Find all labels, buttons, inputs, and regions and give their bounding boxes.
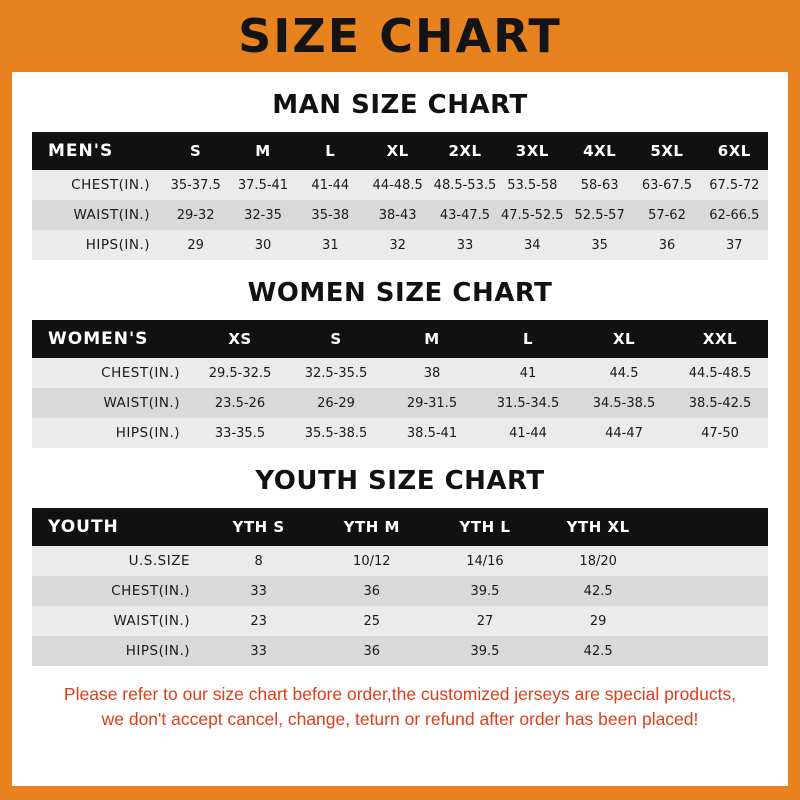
women-header-col-4: XL (612, 330, 636, 348)
table-header-row (32, 320, 768, 358)
women-size-table (32, 320, 768, 448)
man-row-1-cell-7: 57-62 (648, 207, 686, 223)
man-header-col-1: M (255, 142, 271, 160)
women-header-col-3: L (522, 330, 534, 348)
youth-header-col-4 (655, 508, 768, 546)
women-row-1-cell-1: 26-29 (317, 395, 355, 411)
youth-row-2-cell-2: 27 (476, 613, 494, 629)
section-title-man: MAN SIZE CHART (272, 90, 528, 120)
table-row (32, 230, 768, 260)
youth-row-2-cell-0: 23 (250, 613, 267, 629)
women-header-col-1: S (330, 330, 342, 348)
women-row-1-label: WAIST(IN.) (103, 395, 180, 411)
man-row-2-cell-6: 35 (591, 237, 608, 253)
youth-row-1-cell-2: 39.5 (470, 583, 500, 599)
table-row (32, 418, 768, 448)
man-row-0-cell-8: 67.5-72 (709, 177, 760, 193)
section-youth (12, 466, 788, 666)
youth-row-1-cell-0: 33 (250, 583, 267, 599)
table-row (32, 388, 768, 418)
women-row-2-cell-0: 33-35.5 (214, 425, 266, 441)
man-row-1-cell-2: 35-38 (311, 207, 350, 223)
man-row-2-cell-7: 36 (658, 237, 676, 253)
section-man (12, 90, 788, 260)
man-header-col-7: 5XL (650, 142, 684, 160)
youth-row-3-cell-3: 42.5 (583, 643, 613, 659)
youth-row-0-cell-4 (655, 546, 768, 576)
women-row-1-cell-3: 31.5-34.5 (496, 395, 560, 411)
table-row (32, 358, 768, 388)
youth-table-body (32, 546, 768, 666)
women-row-2-cell-5: 47-50 (701, 425, 739, 441)
youth-row-0-cell-1: 10/12 (353, 553, 391, 569)
table-row (32, 170, 768, 200)
youth-row-1-cell-1: 36 (363, 583, 381, 599)
women-header-rowlabel: WOMEN'S (48, 329, 149, 349)
table-header-row (32, 508, 768, 546)
man-row-2-label: HIPS(IN.) (85, 237, 150, 253)
man-row-1-cell-3: 38-43 (378, 207, 417, 223)
footer-note-line-2: we don't accept cancel, change, teturn or refund after order has been placed! (101, 709, 699, 730)
page-title: SIZE CHART (238, 9, 562, 63)
man-row-1-cell-5: 47.5-52.5 (501, 207, 564, 223)
youth-row-2-cell-1: 25 (363, 613, 381, 629)
table-row (32, 606, 768, 636)
youth-row-0-label: U.S.SIZE (128, 553, 190, 569)
man-row-0-cell-6: 58-63 (580, 177, 619, 193)
bottom-accent-band (0, 786, 800, 800)
man-header-rowlabel: MEN'S (48, 141, 114, 161)
youth-row-3-cell-1: 36 (363, 643, 381, 659)
women-header-col-5: XXL (702, 330, 738, 348)
table-row (32, 636, 768, 666)
women-row-0-cell-1: 32.5-35.5 (304, 365, 368, 381)
women-row-1-cell-2: 29-31.5 (406, 395, 458, 411)
man-header-col-6: 4XL (583, 142, 617, 160)
women-row-0-cell-4: 44.5 (609, 365, 639, 381)
table-row (32, 576, 768, 606)
women-row-1-cell-0: 23.5-26 (214, 395, 266, 411)
youth-header-col-1: YTH M (343, 518, 400, 536)
women-row-2-cell-3: 41-44 (509, 425, 547, 441)
man-table-header (32, 132, 768, 170)
man-header-col-8: 6XL (717, 142, 751, 160)
women-table-body (32, 358, 768, 448)
section-women (12, 278, 788, 448)
women-row-0-cell-3: 41 (519, 365, 537, 381)
youth-header-col-3: YTH XL (566, 518, 630, 536)
man-row-2-cell-4: 33 (456, 237, 474, 253)
youth-row-2-label: WAIST(IN.) (113, 613, 190, 629)
man-row-0-cell-2: 41-44 (311, 177, 350, 193)
women-table-header (32, 320, 768, 358)
youth-row-1-label: CHEST(IN.) (111, 583, 190, 599)
youth-row-3-cell-2: 39.5 (470, 643, 500, 659)
man-row-2-cell-2: 31 (322, 237, 339, 253)
man-row-0-cell-3: 44-48.5 (372, 177, 423, 193)
man-table-body (32, 170, 768, 260)
table-header-row (32, 132, 768, 170)
women-row-0-cell-5: 44.5-48.5 (688, 365, 752, 381)
man-row-1-cell-8: 62-66.5 (709, 207, 760, 223)
women-header-col-2: M (424, 330, 440, 348)
man-row-2-cell-1: 30 (254, 237, 272, 253)
man-row-2-cell-8: 37 (726, 237, 743, 253)
women-header-col-0: XS (228, 330, 252, 348)
man-row-1-cell-4: 43-47.5 (439, 207, 491, 223)
women-row-2-cell-2: 38.5-41 (406, 425, 458, 441)
header-band (0, 0, 800, 72)
youth-row-3-cell-0: 33 (250, 643, 267, 659)
man-row-0-cell-1: 37.5-41 (237, 177, 289, 193)
man-row-0-cell-4: 48.5-53.5 (433, 177, 497, 193)
women-row-1-cell-5: 38.5-42.5 (688, 395, 752, 411)
man-row-1-cell-6: 52.5-57 (574, 207, 625, 223)
youth-row-2-cell-4 (655, 606, 768, 636)
man-header-col-4: 2XL (448, 142, 482, 160)
man-header-col-0: S (190, 142, 202, 160)
section-title-women: WOMEN SIZE CHART (247, 278, 553, 308)
man-header-col-3: XL (386, 142, 409, 160)
youth-table-header (32, 508, 768, 546)
footer-note (12, 682, 788, 733)
man-row-1-label: WAIST(IN.) (73, 207, 150, 223)
table-row (32, 546, 768, 576)
man-row-0-label: CHEST(IN.) (71, 177, 150, 193)
youth-row-1-cell-3: 42.5 (583, 583, 613, 599)
women-row-2-cell-4: 44-47 (605, 425, 643, 441)
man-header-col-5: 3XL (515, 142, 549, 160)
women-row-0-cell-2: 38 (423, 365, 441, 381)
man-row-0-cell-5: 53.5-58 (507, 177, 558, 193)
youth-header-col-2: YTH L (459, 518, 511, 536)
women-row-0-label: CHEST(IN.) (101, 365, 180, 381)
women-row-1-cell-4: 34.5-38.5 (592, 395, 656, 411)
youth-row-0-cell-0: 8 (254, 553, 263, 569)
youth-size-table (32, 508, 768, 666)
man-row-2-cell-3: 32 (389, 237, 406, 253)
women-row-2-label: HIPS(IN.) (115, 425, 180, 441)
section-title-youth: YOUTH SIZE CHART (255, 466, 545, 496)
man-size-table (32, 132, 768, 260)
youth-header-rowlabel: YOUTH (48, 517, 119, 537)
man-row-2-cell-5: 34 (524, 237, 541, 253)
youth-header-col-0: YTH S (232, 518, 285, 536)
man-row-1-cell-0: 29-32 (176, 207, 215, 223)
footer-note-line-1: Please refer to our size chart before order,the customized jerseys are special products, (63, 684, 737, 704)
youth-row-2-cell-3: 29 (589, 613, 607, 629)
youth-row-1-cell-4 (655, 576, 768, 606)
women-row-2-cell-1: 35.5-38.5 (304, 425, 368, 441)
man-header-col-2: L (325, 142, 336, 160)
man-row-2-cell-0: 29 (187, 237, 204, 253)
youth-row-3-cell-4 (655, 636, 768, 666)
youth-row-0-cell-3: 18/20 (579, 553, 617, 569)
man-row-1-cell-1: 32-35 (244, 207, 282, 223)
table-row (32, 200, 768, 230)
man-row-0-cell-7: 63-67.5 (641, 177, 693, 193)
women-row-0-cell-0: 29.5-32.5 (208, 365, 272, 381)
youth-row-3-label: HIPS(IN.) (125, 643, 190, 659)
man-row-0-cell-0: 35-37.5 (170, 177, 221, 193)
youth-row-0-cell-2: 14/16 (466, 553, 504, 569)
